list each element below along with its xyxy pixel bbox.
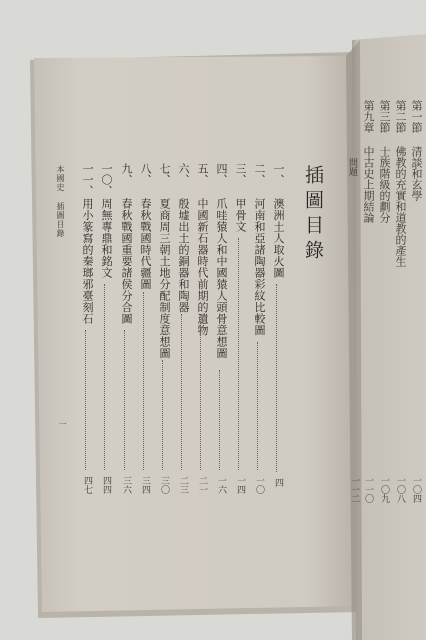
entry-title: 春秋戰國時代疆圖: [139, 198, 152, 290]
entry-page: 二一: [197, 476, 207, 494]
entry-title: 用小篆寫的秦瑯邪臺刻石: [81, 198, 94, 325]
entry-page: 四: [273, 478, 283, 487]
facing-page-number: 一〇四: [411, 476, 421, 503]
facing-page-number: 一〇九: [379, 476, 389, 503]
entry-page: 一〇: [254, 476, 264, 494]
dot-leader: [181, 314, 182, 470]
facing-line: 第九章 中古史上期結論: [362, 100, 375, 223]
entry-title: 周無專鼎和銘文: [100, 198, 113, 279]
dot-leader: [200, 314, 201, 470]
page-title: 插圖目錄: [302, 165, 324, 265]
entry-page: 一四: [235, 476, 245, 494]
entry-title: 殷墟出土的銅器和陶器: [177, 198, 190, 313]
facing-line: 第三節 士族階級的劃分: [378, 100, 391, 223]
entry-number: 一〇、: [100, 163, 113, 196]
dot-leader: [104, 284, 105, 470]
facing-page-number: 一一〇: [363, 476, 373, 503]
entry-number: 三、: [234, 163, 247, 185]
running-head: 本國史 插圖目錄: [56, 165, 65, 238]
dot-leader: [162, 360, 163, 470]
facing-line: 第一節 清談和玄學: [410, 100, 423, 201]
entry-title: 中國新石器時代前期的遺物: [196, 198, 209, 336]
entry-page: 三六: [121, 476, 131, 494]
entry-page: 四七: [82, 476, 92, 494]
entry-page: 一六: [216, 476, 226, 494]
entry-number: 一一、: [81, 163, 94, 196]
entry-title: 甲骨文: [234, 198, 247, 233]
entry-title: 爪哇猿人和中國猿人頭骨意想圖: [215, 198, 228, 359]
entry-title: 澳洲土人取火圖: [272, 198, 285, 279]
entry-number: 四、: [215, 163, 228, 185]
entry-number: 九、: [120, 163, 133, 185]
entry-number: 八、: [139, 163, 152, 185]
entry-number: 五、: [196, 163, 209, 185]
entry-title: 春秋戰國重要諸侯分合圖: [120, 198, 133, 325]
entry-number: 一、: [272, 163, 285, 185]
entry-page: 二三: [178, 476, 188, 494]
facing-page-number: 一〇八: [395, 476, 405, 503]
entry-number: 七、: [158, 163, 171, 185]
page-folio: 一: [58, 420, 67, 429]
facing-page-number: 一一二: [349, 476, 359, 503]
dot-leader: [219, 370, 220, 470]
dot-leader: [143, 292, 144, 470]
entry-page: 四四: [101, 476, 111, 494]
entry-title: 夏商周三朝土地分配制度意想圖: [158, 198, 171, 359]
entry-page: 三四: [140, 476, 150, 494]
dot-leader: [257, 342, 258, 470]
facing-line: 問題: [347, 158, 357, 176]
dot-leader: [124, 330, 125, 470]
entry-title: 河南和亞諸陶器彩紋比較圖: [253, 198, 266, 336]
entry-page: 三〇: [159, 476, 169, 494]
dot-leader: [276, 284, 277, 472]
dot-leader: [85, 330, 86, 470]
facing-line: 第二節 佛教的充實和道教的產生: [394, 100, 407, 267]
entry-number: 二、: [253, 163, 266, 185]
dot-leader: [238, 238, 239, 470]
entry-number: 六、: [177, 163, 190, 185]
